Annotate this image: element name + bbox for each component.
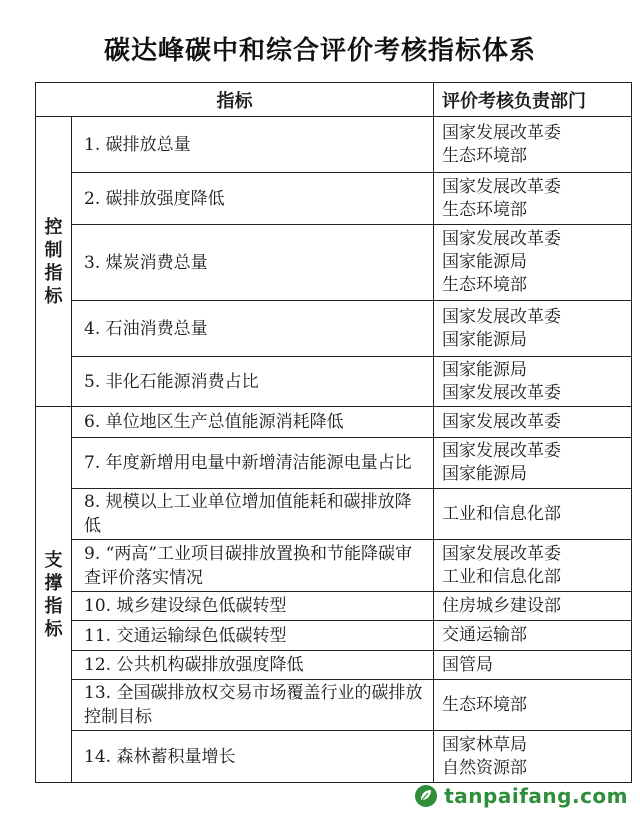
indicator-cell: 12. 公共机构碳排放强度降低 (72, 651, 434, 680)
department-cell: 国家发展改革委 工业和信息化部 (434, 540, 632, 592)
table-row (36, 489, 632, 540)
table-row (36, 407, 632, 438)
indicator-cell: 14. 森林蓄积量增长 (72, 731, 434, 783)
department-cell: 国管局 (434, 651, 632, 680)
leaf-icon (414, 784, 438, 808)
table-row (36, 438, 632, 489)
indicator-cell: 3. 煤炭消费总量 (72, 225, 434, 301)
department-cell: 国家能源局 国家发展改革委 (434, 357, 632, 407)
table-row (36, 680, 632, 731)
category-support: 支 撑 指 标 (36, 407, 72, 783)
department-cell: 国家发展改革委 生态环境部 (434, 117, 632, 173)
department-cell: 国家发展改革委 (434, 407, 632, 438)
department-cell: 国家发展改革委 国家能源局 (434, 301, 632, 357)
table-row (36, 173, 632, 225)
page-title: 碳达峰碳中和综合评价考核指标体系 (103, 36, 536, 66)
table-row (36, 225, 632, 301)
table-row (36, 621, 632, 651)
department-cell: 住房城乡建设部 (434, 592, 632, 621)
indicator-cell: 2. 碳排放强度降低 (72, 173, 434, 225)
table-row (36, 357, 632, 407)
indicator-cell: 6. 单位地区生产总值能源消耗降低 (72, 407, 434, 438)
indicator-cell: 8. 规模以上工业单位增加值能耗和碳排放降低 (72, 489, 434, 540)
indicator-cell: 9. “两高”工业项目碳排放置换和节能降碳审查评价落实情况 (72, 540, 434, 592)
indicator-cell: 13. 全国碳排放权交易市场覆盖行业的碳排放控制目标 (72, 680, 434, 731)
table-row (36, 117, 632, 173)
indicator-table (35, 82, 632, 783)
department-cell: 工业和信息化部 (434, 489, 632, 540)
table-row (36, 651, 632, 680)
table-row (36, 592, 632, 621)
indicator-cell: 1. 碳排放总量 (72, 117, 434, 173)
watermark-text: tanpaifang.com (444, 784, 628, 808)
indicator-cell: 4. 石油消费总量 (72, 301, 434, 357)
department-cell: 国家发展改革委 生态环境部 (434, 173, 632, 225)
watermark-logo (414, 784, 628, 808)
indicator-cell: 10. 城乡建设绿色低碳转型 (72, 592, 434, 621)
table-row (36, 540, 632, 592)
header-department: 评价考核负责部门 (434, 83, 632, 117)
department-cell: 国家林草局 自然资源部 (434, 731, 632, 783)
header-indicator: 指标 (36, 83, 434, 117)
department-cell: 国家发展改革委 国家能源局 (434, 438, 632, 489)
category-control: 控 制 指 标 (36, 117, 72, 407)
department-cell: 交通运输部 (434, 621, 632, 651)
header-row (36, 83, 632, 117)
indicator-cell: 11. 交通运输绿色低碳转型 (72, 621, 434, 651)
table-row (36, 301, 632, 357)
table-row (36, 731, 632, 783)
indicator-cell: 5. 非化石能源消费占比 (72, 357, 434, 407)
department-cell: 生态环境部 (434, 680, 632, 731)
department-cell: 国家发展改革委 国家能源局 生态环境部 (434, 225, 632, 301)
indicator-cell: 7. 年度新增用电量中新增清洁能源电量占比 (72, 438, 434, 489)
